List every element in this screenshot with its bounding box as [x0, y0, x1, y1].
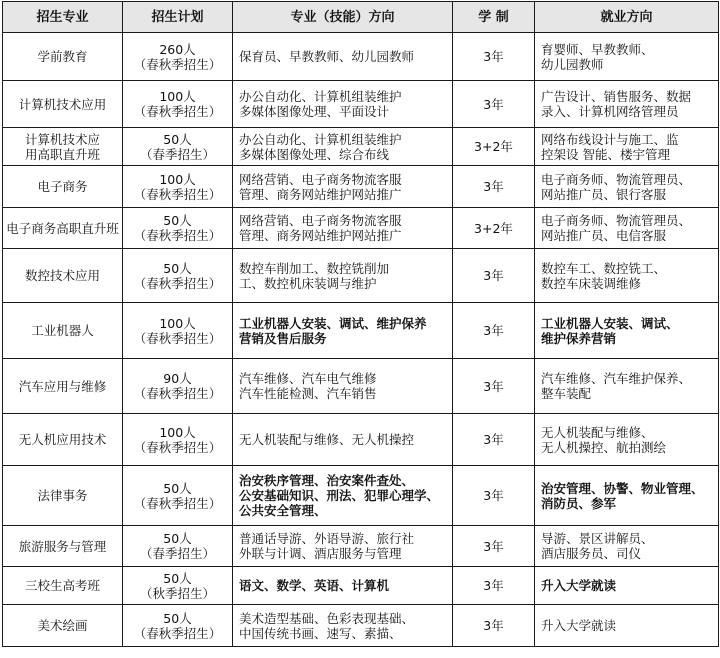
years-cell-line: 3年 [483, 268, 504, 283]
header-employment: 就业方向 [535, 2, 719, 33]
major-cell [3, 414, 123, 466]
major-cell-line: 工业机器人 [31, 323, 94, 338]
major-cell [3, 33, 123, 81]
plan-cell-line: （春季招生） [139, 146, 215, 162]
plan-cell-line: （春秋季招生） [133, 186, 222, 202]
plan-cell [123, 526, 233, 567]
table-row [3, 81, 719, 128]
direction-cell-line: 管理、商务网站维护网站推广 [239, 186, 402, 202]
plan-cell-line: （春秋季招生） [133, 330, 222, 346]
plan-cell [123, 303, 233, 359]
plan-cell-line: 50人 [163, 480, 192, 496]
employment-cell [535, 128, 719, 166]
employment-cell-line: 汽车维修、汽车维护保养、 [541, 371, 692, 386]
employment-cell-line: 数控车床装调维修 [541, 275, 642, 291]
employment-cell-line: 控架设 智能、楼宇管理 [541, 146, 670, 162]
direction-cell [233, 567, 453, 605]
major-cell [3, 359, 123, 414]
years-cell [453, 466, 535, 526]
plan-cell-line: 90人 [163, 371, 192, 386]
employment-cell-line: 网站推广员、银行客服 [541, 186, 667, 202]
years-cell [453, 303, 535, 359]
table-row [3, 414, 719, 466]
years-cell-line: 3年 [483, 618, 504, 633]
plan-cell-line: （春秋季招生） [133, 495, 222, 511]
employment-cell-line: 无人机操控、航拍测绘 [541, 439, 667, 455]
major-cell [3, 605, 123, 647]
direction-cell-line: 中国传统书画、速写、素描、 [239, 625, 402, 641]
major-cell-line: 用高职直升班 [24, 146, 100, 162]
plan-cell-line: （春秋季招生） [133, 104, 222, 119]
employment-cell [535, 166, 719, 208]
plan-cell [123, 128, 233, 166]
employment-cell-line: 数控车工、数控铣工、 [541, 260, 667, 276]
employment-cell-line: 维护保养营销 [541, 330, 617, 346]
major-cell [3, 81, 123, 128]
major-cell [3, 128, 123, 166]
direction-cell-line: 网络营销、电子商务物流客服 [239, 213, 402, 228]
direction-cell [233, 208, 453, 249]
plan-cell [123, 359, 233, 414]
header-years: 学 制 [453, 2, 535, 33]
plan-cell-line: 50人 [163, 610, 192, 626]
plan-cell-line: （秋季招生） [139, 585, 215, 601]
employment-cell [535, 526, 719, 567]
major-cell [3, 526, 123, 567]
direction-cell-line: 汽车维修、汽车电气维修 [239, 371, 377, 386]
plan-cell-line: （春秋季招生） [133, 56, 222, 72]
plan-cell-line: （春秋季招生） [133, 625, 222, 641]
major-cell [3, 249, 123, 303]
direction-cell-line: 语文、数学、英语、计算机 [239, 578, 390, 593]
years-cell-line: 3年 [483, 578, 504, 593]
major-cell-line: 数控技术应用 [24, 268, 100, 283]
plan-cell-line: 260人 [159, 41, 196, 57]
years-cell [453, 249, 535, 303]
header-direction: 专业（技能）方向 [233, 2, 453, 33]
employment-cell-line: 网站推广员、电信客服 [541, 228, 667, 243]
plan-cell [123, 166, 233, 208]
table-row [3, 567, 719, 605]
header-major: 招生专业 [3, 2, 123, 33]
direction-cell [233, 605, 453, 647]
direction-cell-line: 网络营销、电子商务物流客服 [239, 171, 402, 187]
direction-cell-line: 办公自动化、计算机组装维护 [239, 89, 402, 104]
years-cell-line: 3年 [483, 488, 504, 503]
major-cell-line: 汽车应用与维修 [18, 378, 107, 394]
plan-cell-line: 50人 [163, 531, 192, 546]
enrollment-table [2, 1, 719, 647]
table-row [3, 605, 719, 647]
employment-cell-line: 电子商务师、物流管理员、 [541, 213, 692, 228]
table-body [3, 33, 719, 647]
direction-cell-line: 美术造型基础、色彩表现基础、 [239, 610, 415, 626]
plan-cell-line: 100人 [159, 89, 196, 104]
major-cell [3, 303, 123, 359]
plan-cell-line: 100人 [159, 171, 196, 187]
plan-cell-line: 50人 [163, 131, 192, 147]
years-cell [453, 526, 535, 567]
direction-cell-line: 多媒体图像处理、平面设计 [239, 104, 390, 119]
plan-cell-line: （春秋季招生） [133, 439, 222, 455]
employment-cell [535, 359, 719, 414]
employment-cell-line: 整车装配 [541, 386, 592, 401]
direction-cell-line: 数控车削加工、数控铣削加 [239, 260, 390, 276]
employment-cell [535, 303, 719, 359]
direction-cell-line: 公安基础知识、刑法、犯罪心理学、 [239, 488, 440, 503]
employment-cell-line: 升入大学就读 [541, 578, 617, 593]
direction-cell-line: 外联与计调、酒店服务与管理 [239, 546, 402, 561]
years-cell-line: 3年 [483, 378, 504, 394]
employment-cell-line: 工业机器人安装、调试、 [541, 315, 679, 331]
employment-cell-line: 电子商务师、物流管理员、 [541, 171, 692, 187]
direction-cell-line: 多媒体图像处理、综合布线 [239, 146, 390, 162]
major-cell-line: 电子商务 [37, 179, 88, 194]
major-cell-line: 无人机应用技术 [18, 432, 107, 447]
direction-cell [233, 466, 453, 526]
employment-cell-line: 无人机装配与维修、 [541, 424, 654, 440]
plan-cell-line: （春秋季招生） [133, 386, 222, 401]
employment-cell-line: 酒店服务员、司仪 [541, 546, 642, 561]
employment-cell [535, 81, 719, 128]
employment-cell-line: 治安管理、协警、物业管理、 [541, 480, 704, 496]
employment-cell [535, 208, 719, 249]
direction-cell-line: 工、数控机床装调与维护 [239, 275, 377, 291]
major-cell [3, 166, 123, 208]
years-cell [453, 605, 535, 647]
years-cell [453, 128, 535, 166]
major-cell [3, 208, 123, 249]
plan-cell-line: 50人 [163, 570, 192, 586]
major-cell-line: 旅游服务与管理 [18, 538, 107, 554]
plan-cell [123, 414, 233, 466]
employment-cell-line: 消防员、参军 [541, 495, 617, 511]
header-plan: 招生计划 [123, 2, 233, 33]
plan-cell-line: （春秋季招生） [133, 275, 222, 291]
table-row [3, 128, 719, 166]
table-row [3, 466, 719, 526]
direction-cell-line: 治安秩序管理、治安案件查处、 [239, 473, 415, 488]
direction-cell-line: 营销及售后服务 [239, 330, 327, 346]
years-cell-line: 3+2年 [474, 139, 513, 154]
plan-cell-line: 100人 [159, 315, 196, 331]
direction-cell [233, 359, 453, 414]
table-row [3, 166, 719, 208]
employment-cell [535, 567, 719, 605]
header-row [3, 2, 719, 33]
plan-cell-line: 50人 [163, 213, 192, 228]
employment-cell [535, 414, 719, 466]
direction-cell-line: 汽车性能检测、汽车销售 [239, 386, 377, 401]
employment-cell-line: 升入大学就读 [541, 618, 617, 633]
plan-cell-line: （春季招生） [139, 546, 215, 561]
years-cell [453, 166, 535, 208]
years-cell [453, 414, 535, 466]
plan-cell [123, 466, 233, 526]
major-cell [3, 567, 123, 605]
years-cell [453, 359, 535, 414]
plan-cell [123, 249, 233, 303]
plan-cell-line: （春秋季招生） [133, 228, 222, 243]
direction-cell [233, 526, 453, 567]
employment-cell-line: 育婴师、早教教师、 [541, 41, 654, 57]
employment-cell [535, 605, 719, 647]
years-cell-line: 3年 [483, 432, 504, 447]
major-cell-line: 三校生高考班 [24, 578, 100, 593]
employment-cell-line: 录入、计算机网络管理员 [541, 104, 679, 119]
years-cell [453, 208, 535, 249]
direction-cell-line: 无人机装配与维修、无人机操控 [239, 432, 415, 447]
plan-cell-line: 50人 [163, 260, 192, 276]
major-cell-line: 电子商务高职直升班 [6, 220, 119, 236]
table-row [3, 359, 719, 414]
years-cell-line: 3年 [483, 323, 504, 338]
direction-cell-line: 管理、商务网站维护网站推广 [239, 228, 402, 243]
direction-cell-line: 保育员、早教教师、幼儿园教师 [239, 49, 415, 64]
years-cell-line: 3年 [483, 179, 504, 194]
years-cell [453, 81, 535, 128]
plan-cell [123, 208, 233, 249]
direction-cell [233, 249, 453, 303]
years-cell [453, 567, 535, 605]
direction-cell [233, 33, 453, 81]
major-cell [3, 466, 123, 526]
employment-cell-line: 导游、景区讲解员、 [541, 531, 654, 546]
years-cell-line: 3+2年 [474, 220, 513, 236]
table-row [3, 526, 719, 567]
plan-cell [123, 567, 233, 605]
table-row [3, 303, 719, 359]
major-cell-line: 计算机技术应 [24, 131, 100, 147]
employment-cell [535, 466, 719, 526]
direction-cell-line: 普通话导游、外语导游、旅行社 [239, 531, 415, 546]
employment-cell-line: 幼儿园教师 [541, 56, 604, 72]
major-cell-line: 计算机技术应用 [18, 96, 107, 112]
direction-cell-line: 公共安全管理、 [239, 503, 327, 518]
direction-cell-line: 工业机器人安装、调试、维护保养 [239, 315, 427, 331]
direction-cell [233, 303, 453, 359]
years-cell-line: 3年 [483, 96, 504, 112]
direction-cell [233, 166, 453, 208]
table-row [3, 208, 719, 249]
plan-cell-line: 100人 [159, 424, 196, 440]
major-cell-line: 美术绘画 [37, 618, 88, 633]
direction-cell [233, 81, 453, 128]
years-cell-line: 3年 [483, 49, 504, 64]
employment-cell [535, 33, 719, 81]
employment-cell-line: 广告设计、销售服务、数据 [541, 89, 692, 104]
direction-cell [233, 414, 453, 466]
direction-cell [233, 128, 453, 166]
table-row [3, 249, 719, 303]
employment-cell [535, 249, 719, 303]
table-row [3, 33, 719, 81]
years-cell [453, 33, 535, 81]
years-cell-line: 3年 [483, 538, 504, 554]
plan-cell [123, 81, 233, 128]
major-cell-line: 学前教育 [37, 49, 88, 64]
plan-cell [123, 33, 233, 81]
plan-cell [123, 605, 233, 647]
employment-cell-line: 网络布线设计与施工、监 [541, 131, 679, 147]
direction-cell-line: 办公自动化、计算机组装维护 [239, 131, 402, 147]
major-cell-line: 法律事务 [37, 488, 88, 503]
